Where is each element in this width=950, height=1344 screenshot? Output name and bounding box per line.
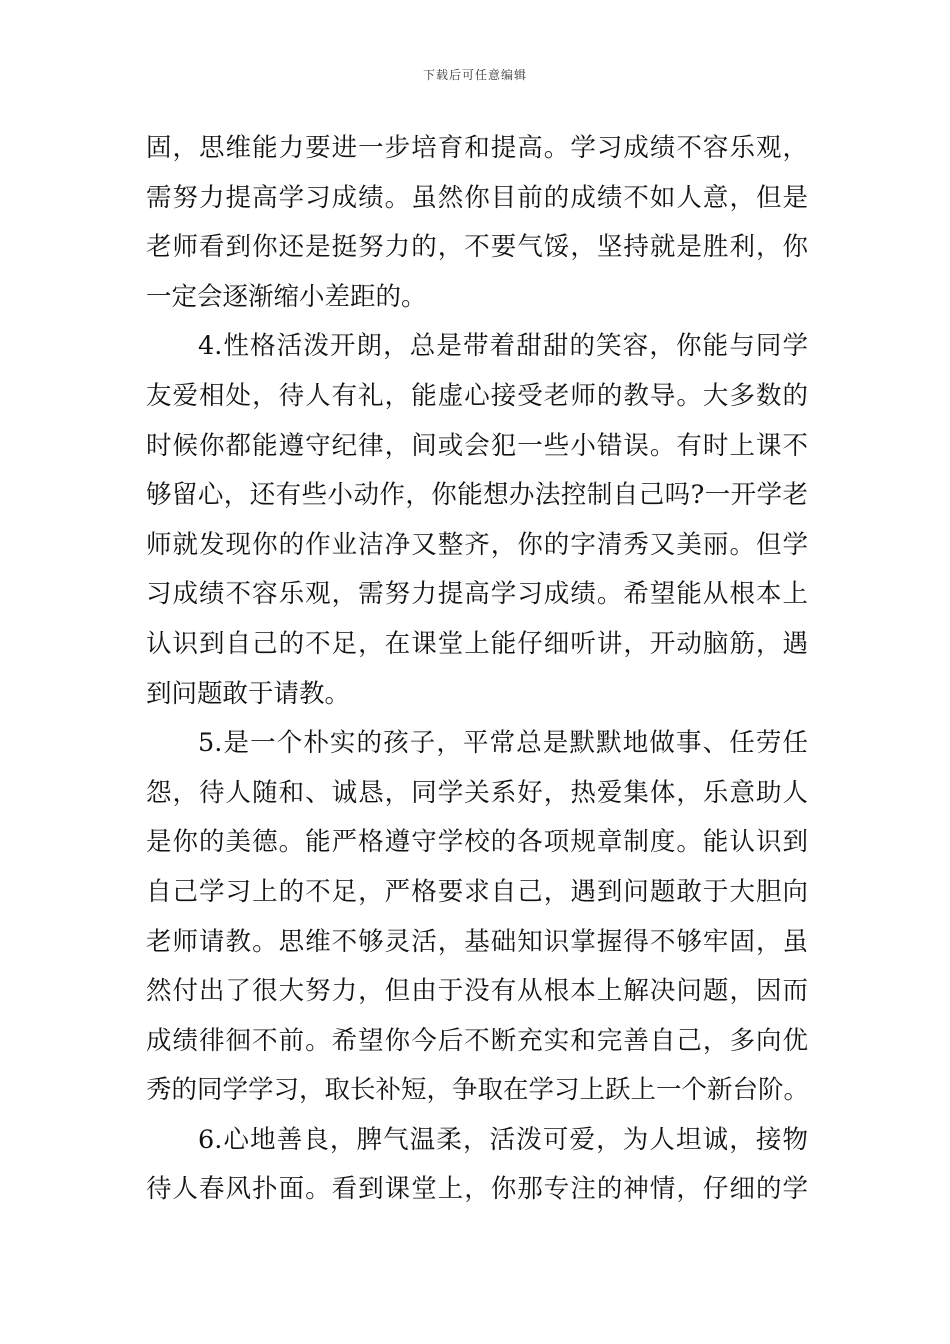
paragraph <box>146 322 808 719</box>
text-line: 6.心地善良，脾气温柔，活泼可爱，为人坦诚，接物 <box>198 1124 808 1155</box>
text-line: 4.性格活泼开朗，总是带着甜甜的笑容，你能与同学 <box>198 331 808 362</box>
paragraph <box>146 719 808 1116</box>
text-line: 时候你都能遵守纪律，间或会犯一些小错误。有时上课不 <box>146 430 808 461</box>
paragraph <box>146 124 808 322</box>
text-line: 然付出了很大努力，但由于没有从根本上解决问题，因而 <box>146 976 808 1007</box>
page-header: 下载后可任意编辑 <box>422 68 527 82</box>
text-line: 成绩徘徊不前。希望你今后不断充实和完善自己，多向优 <box>146 1025 808 1056</box>
text-line: 够留心，还有些小动作，你能想办法控制自己吗?一开学老 <box>146 480 808 511</box>
text-line: 需努力提高学习成绩。虽然你目前的成绩不如人意，但是 <box>146 182 808 213</box>
text-line: 怨，待人随和、诚恳，同学关系好，热爱集体，乐意助人 <box>146 777 808 808</box>
text-line: 是你的美德。能严格遵守学校的各项规章制度。能认识到 <box>146 827 808 858</box>
text-line: 秀的同学学习，取长补短，争取在学习上跃上一个新台阶。 <box>146 1075 810 1106</box>
text-line: 老师看到你还是挺努力的，不要气馁，坚持就是胜利，你 <box>146 232 808 263</box>
text-line: 固，思维能力要进一步培育和提高。学习成绩不容乐观， <box>146 133 808 163</box>
text-line: 5.是一个朴实的孩子，平常总是默默地做事、任劳任 <box>198 728 808 759</box>
text-line: 老师请教。思维不够灵活，基础知识掌握得不够牢固，虽 <box>146 926 808 957</box>
document-body <box>146 124 808 1215</box>
text-line: 认识到自己的不足，在课堂上能仔细听讲，开动脑筋，遇 <box>146 628 808 659</box>
text-line: 到问题敢于请教。 <box>146 678 351 709</box>
paragraph <box>146 1116 808 1215</box>
text-line: 待人春风扑面。看到课堂上，你那专注的神情，仔细的学 <box>146 1174 808 1205</box>
text-line: 友爱相处，待人有礼，能虚心接受老师的教导。大多数的 <box>146 380 808 411</box>
text-line: 师就发现你的作业洁净又整齐，你的字清秀又美丽。但学 <box>146 529 808 560</box>
text-line: 自己学习上的不足，严格要求自己，遇到问题敢于大胆向 <box>146 876 808 907</box>
text-line: 一定会逐渐缩小差距的。 <box>146 281 427 312</box>
text-line: 习成绩不容乐观，需努力提高学习成绩。希望能从根本上 <box>146 579 808 610</box>
